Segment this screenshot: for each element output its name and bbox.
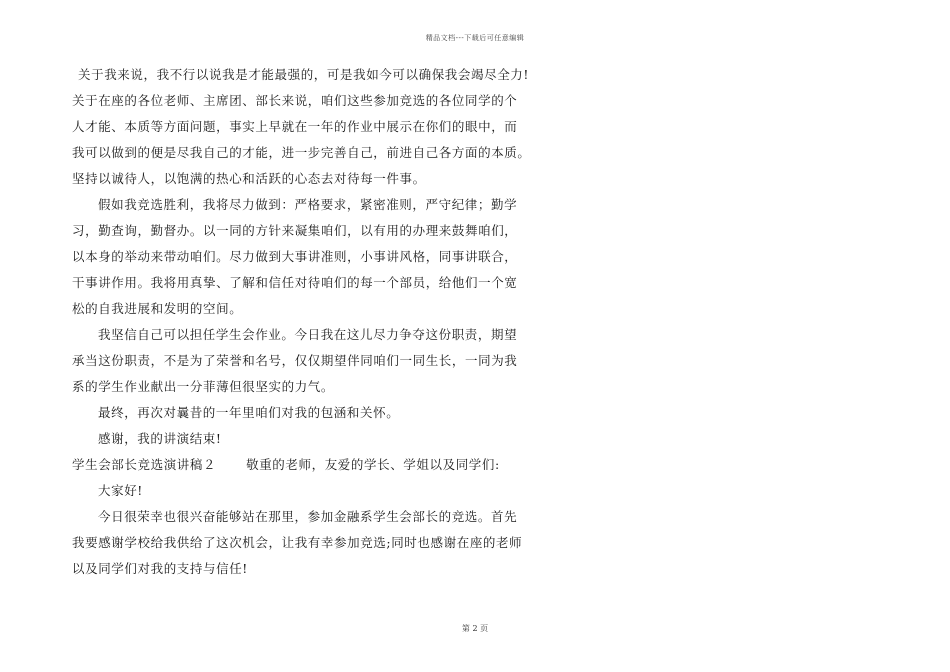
paragraph-line: 关于在座的各位老师、主席团、部长来说，咱们这些参加竞选的各位同学的个 — [72, 93, 518, 108]
paragraph-line: 感谢，我的讲演结束! — [98, 431, 222, 446]
paragraph-line: 我坚信自己可以担任学生会作业。今日我在这儿尽力争夺这份职责，期望 — [98, 327, 518, 342]
paragraph-line: 以及同学们对我的支持与信任! — [72, 561, 248, 576]
paragraph-line: 干事讲作用。我将用真挚、了解和信任对待咱们的每一个部员，给他们一个宽 — [72, 275, 518, 290]
paragraph-line: 我可以做到的便是尽我自己的才能，进一步完善自己，前进自己各方面的本质。 — [72, 145, 531, 160]
document-body — [72, 62, 531, 582]
paragraph-line: 最终，再次对曩昔的一年里咱们对我的包涵和关怀。 — [98, 405, 400, 420]
paragraph-line: 假如我竞选胜利，我将尽力做到：严格要求，紧密准则，严守纪律；勤学 — [98, 197, 518, 212]
page-number: 第 2 页 — [461, 624, 489, 633]
paragraph-line: 系的学生作业献出一分菲薄但很坚实的力气。 — [72, 379, 335, 394]
paragraph-line: 以本身的举动来带动咱们。尽力做到大事讲准则，小事讲风格，同事讲联合， — [72, 249, 518, 264]
paragraph-line: 承当这份职责，不是为了荣誉和名号，仅仅期望伴同咱们一同生长，一同为我 — [72, 353, 518, 368]
speech-title: 学生会部长竞选演讲稿２ — [72, 457, 217, 472]
paragraph-line: 今日很荣幸也很兴奋能够站在那里，参加金融系学生会部长的竞选。首先 — [98, 509, 518, 524]
paragraph-line: 关于我来说，我不行以说我是才能最强的，可是我如今可以确保我会竭尽全力! — [78, 67, 530, 82]
paragraph-line: 大家好! — [98, 483, 143, 498]
page-header: 精品文档---下载后可任意编辑 — [425, 34, 525, 42]
paragraph-line: 松的自我进展和发明的空间。 — [72, 301, 243, 316]
speech-title-line — [72, 452, 500, 478]
paragraph-line: 习，勤查询，勤督办。以一同的方针来凝集咱们，以有用的办理来鼓舞咱们， — [72, 223, 518, 238]
paragraph-line: 坚持以诚待人，以饱满的热心和活跃的心态去对待每一件事。 — [72, 171, 426, 186]
speech-greeting: 敬重的老师，友爱的学长、学姐以及同学们: — [246, 457, 500, 472]
paragraph-line: 人才能、本质等方面问题，事实上早就在一年的作业中展示在你们的眼中，而 — [72, 119, 518, 134]
paragraph-line: 我要感谢学校给我供给了这次机会，让我有幸参加竞选;同时也感谢在座的老师 — [72, 535, 523, 550]
